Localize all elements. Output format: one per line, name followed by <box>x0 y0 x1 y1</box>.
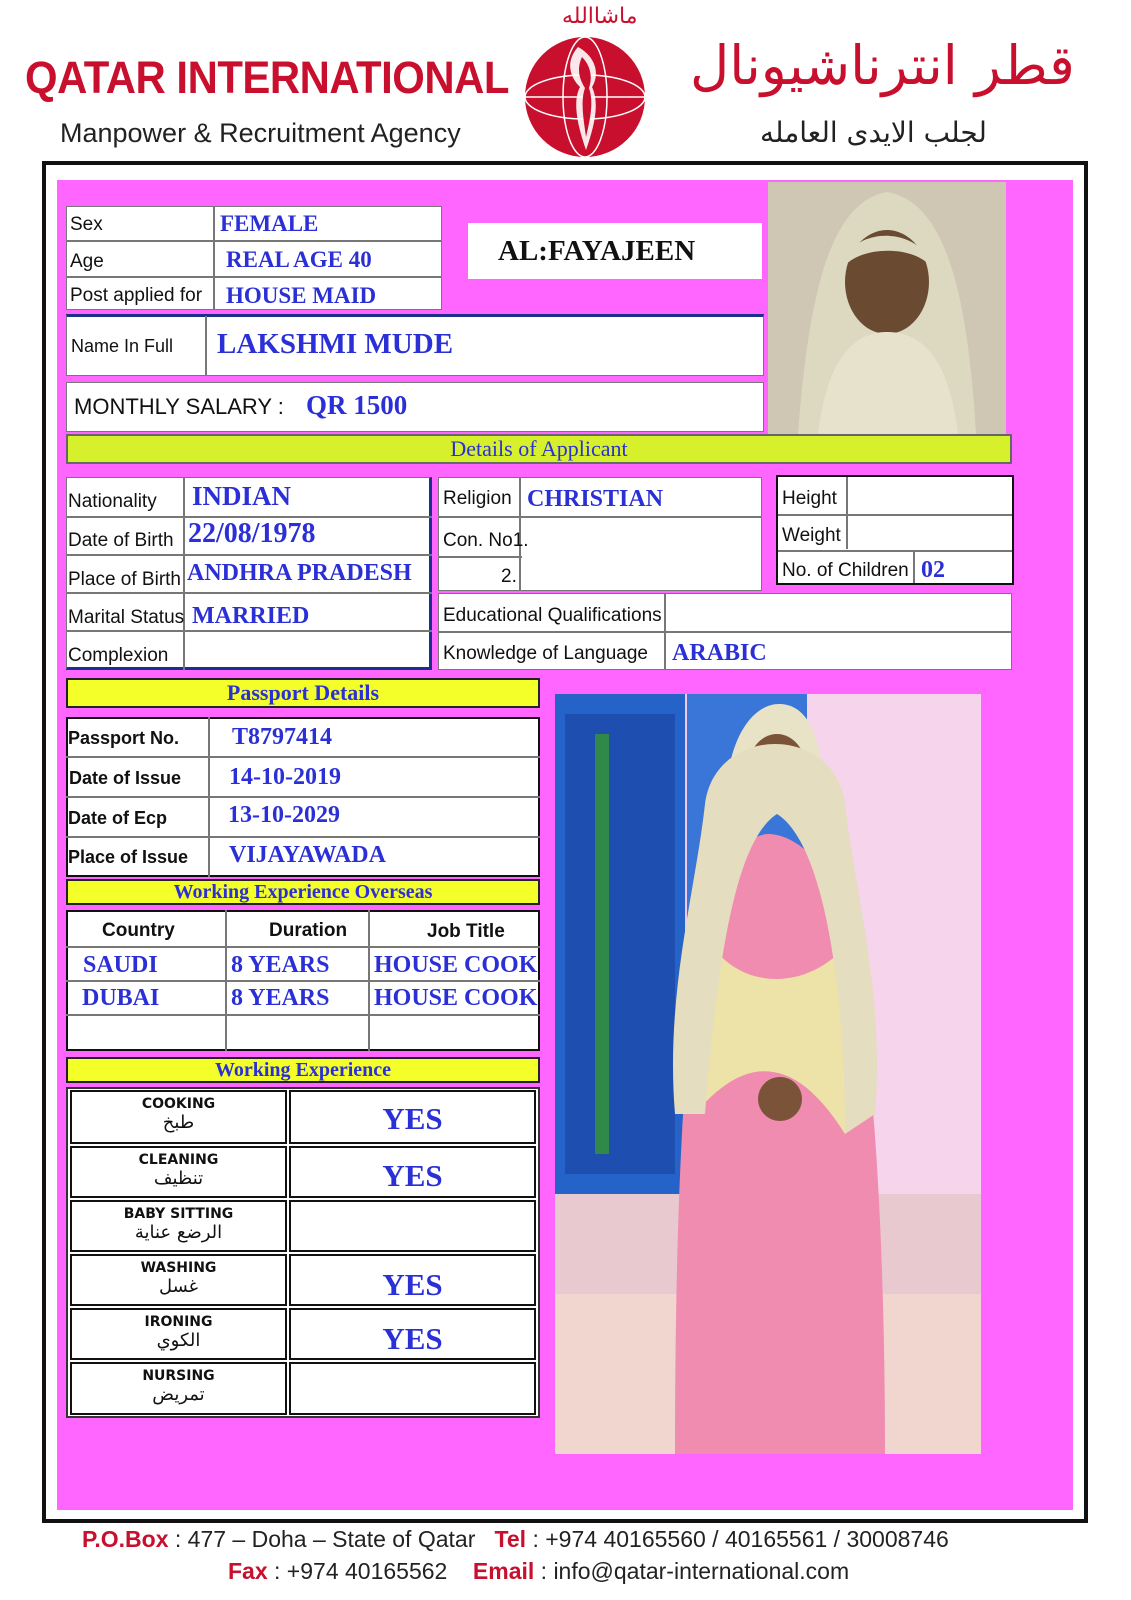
row1-country: SAUDI <box>83 952 158 978</box>
children-value: 02 <box>921 557 945 583</box>
sex-label: Sex <box>70 214 103 235</box>
brand-tagline-ar: لجلب الايدى العامله <box>760 116 987 149</box>
marital-value: MARRIED <box>192 603 310 629</box>
col-duration: Duration <box>269 920 348 941</box>
issue-date-label: Date of Issue <box>69 768 182 788</box>
sex-value: FEMALE <box>220 211 319 236</box>
dob-value: 22/08/1978 <box>188 518 316 549</box>
brand-tagline-en: Manpower & Recruitment Agency <box>60 118 461 148</box>
passport-no-label: Passport No. <box>68 728 180 748</box>
skill-nursing-value <box>289 1362 536 1415</box>
age-label: Age <box>70 251 104 272</box>
salary-value: QR 1500 <box>306 390 408 420</box>
globe-logo-icon <box>520 32 650 162</box>
religion-value: CHRISTIAN <box>527 486 664 512</box>
skill-washing: WASHING غسل <box>70 1254 287 1306</box>
dob-label: Date of Birth <box>68 530 174 551</box>
skill-baby-sitting-value <box>289 1200 536 1252</box>
post-label: Post applied for <box>70 285 203 306</box>
skill-cooking-value: YES <box>289 1090 536 1144</box>
issue-date-value: 14-10-2019 <box>229 764 341 790</box>
skill-nursing: NURSING تمريض <box>70 1362 287 1415</box>
religion-label: Religion <box>443 488 512 509</box>
language-label: Knowledge of Language <box>443 643 648 664</box>
experience-section-title: Working Experience <box>66 1057 540 1083</box>
expiry-date-label: Date of Ecp <box>68 808 168 828</box>
skill-cooking: COOKING طبخ <box>70 1090 287 1144</box>
applicant-portrait-photo <box>768 182 1006 434</box>
footer-address-line: P.O.Box : 477 – Doha – State of Qatar Tel : +974 40165560 / 40165561 / 30008746 <box>82 1526 949 1552</box>
height-label: Height <box>782 488 837 509</box>
name-label: Name In Full <box>71 336 174 356</box>
footer-contact-line: Fax : +974 40165562 Email : info@qatar-international.com <box>228 1558 850 1584</box>
col-job-title: Job Title <box>427 921 505 942</box>
row1-job: HOUSE COOK <box>374 952 538 978</box>
skill-baby-sitting: BABY SITTING الرضع عناية <box>70 1200 287 1252</box>
skill-washing-value: YES <box>289 1254 536 1306</box>
logo-text-ar: ماشاالله <box>562 4 638 29</box>
pob-label: Place of Birth <box>68 569 181 590</box>
brand-name-en: QATAR INTERNATIONAL <box>25 52 510 103</box>
row1-duration: 8 YEARS <box>231 952 330 978</box>
skill-ironing-value: YES <box>289 1308 536 1360</box>
overseas-section-title: Working Experience Overseas <box>66 879 540 905</box>
agency-name: AL:FAYAJEEN <box>498 235 696 267</box>
pob-value: ANDHRA PRADESH <box>187 560 412 586</box>
issue-place-value: VIJAYAWADA <box>229 842 386 868</box>
name-value: LAKSHMI MUDE <box>217 328 454 360</box>
row2-country: DUBAI <box>82 985 160 1011</box>
language-value: ARABIC <box>672 640 767 666</box>
skill-cleaning-value: YES <box>289 1146 536 1198</box>
brand-name-ar: قطر انترناشيونال <box>690 34 1075 97</box>
salary-label: MONTHLY SALARY : <box>74 394 284 419</box>
skill-cleaning: CLEANING تنظيف <box>70 1146 287 1198</box>
children-label: No. of Children <box>782 560 909 581</box>
row2-job: HOUSE COOK <box>374 985 538 1011</box>
post-value: HOUSE MAID <box>226 283 377 308</box>
education-label: Educational Qualifications <box>443 605 662 626</box>
skill-ironing: IRONING الكوي <box>70 1308 287 1360</box>
con2-label: 2. <box>501 566 517 587</box>
row2-duration: 8 YEARS <box>231 985 330 1011</box>
passport-no-value: T8797414 <box>232 724 333 750</box>
age-value: REAL AGE 40 <box>226 247 372 272</box>
passport-section-title: Passport Details <box>66 678 540 708</box>
complexion-label: Complexion <box>68 645 169 666</box>
nationality-label: Nationality <box>68 491 157 512</box>
col-country: Country <box>102 920 175 941</box>
marital-label: Marital Status <box>68 607 185 628</box>
con1-label: Con. No1. <box>443 530 529 551</box>
details-section-title: Details of Applicant <box>66 434 1012 464</box>
nationality-value: INDIAN <box>192 481 292 511</box>
expiry-date-value: 13-10-2029 <box>228 802 340 828</box>
applicant-full-photo <box>555 694 981 1454</box>
issue-place-label: Place of Issue <box>68 847 189 867</box>
weight-label: Weight <box>782 525 841 546</box>
